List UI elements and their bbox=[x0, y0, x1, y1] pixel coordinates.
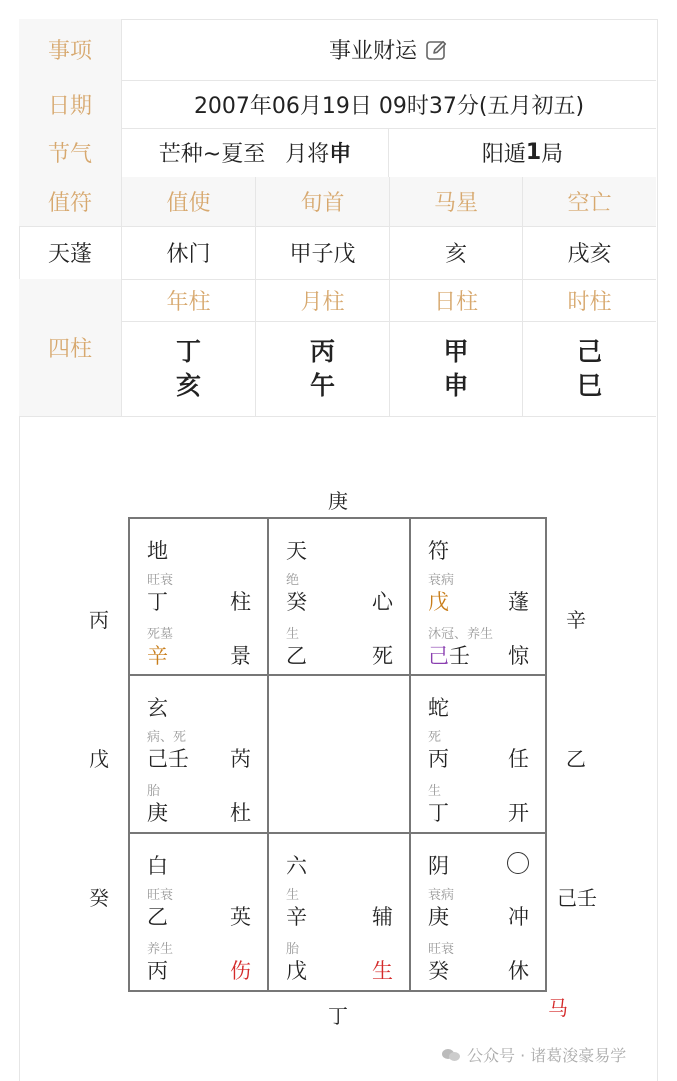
deity: 天 bbox=[286, 539, 307, 563]
sizhu-year-head: 年柱 bbox=[122, 279, 255, 322]
earth-stem: 癸 bbox=[428, 959, 449, 983]
star: 心 bbox=[372, 590, 393, 614]
state-label: 死 bbox=[428, 730, 442, 745]
jieqi-cell bbox=[122, 128, 389, 177]
info-row-riqi bbox=[19, 80, 656, 129]
header-zhishi: 值使 bbox=[122, 177, 256, 226]
heaven-stem: 丁 bbox=[147, 590, 168, 614]
state-label: 死墓 bbox=[147, 627, 174, 642]
outer-top: 庚 bbox=[328, 489, 348, 513]
heaven-stem: 己壬 bbox=[147, 747, 189, 771]
state-label: 生 bbox=[428, 784, 442, 799]
heaven-stem: 丙 bbox=[428, 747, 449, 771]
palace-bottom-right[interactable] bbox=[411, 834, 545, 990]
state-label: 衰病 bbox=[428, 573, 455, 588]
value-maxing: 亥 bbox=[390, 226, 523, 279]
sizhu-month bbox=[256, 279, 390, 416]
palace-top-right[interactable] bbox=[411, 519, 545, 674]
earth-stem: 乙 bbox=[286, 644, 307, 668]
outer-right-mid: 乙 bbox=[566, 747, 586, 771]
heaven-stem: 癸 bbox=[286, 590, 307, 614]
header-kongwang: 空亡 bbox=[523, 177, 656, 226]
state-label: 绝 bbox=[286, 573, 300, 588]
ju-suffix: 局 bbox=[541, 142, 564, 167]
deity: 白 bbox=[147, 854, 168, 878]
label-shixiang: 事项 bbox=[19, 19, 122, 80]
heaven-stem: 戊 bbox=[428, 590, 449, 614]
sizhu-hour-zhi: 巳 bbox=[576, 371, 602, 400]
star: 芮 bbox=[230, 747, 251, 771]
jieqi-value: 芒种~夏至 bbox=[158, 142, 266, 167]
star: 辅 bbox=[372, 905, 393, 929]
shixiang-value-cell bbox=[122, 19, 656, 80]
yuejiang-value: 申 bbox=[329, 142, 352, 167]
door: 惊 bbox=[508, 644, 529, 668]
door: 景 bbox=[230, 644, 251, 668]
sizhu-hour-gan: 己 bbox=[576, 337, 602, 366]
earth-stem-b: 壬 bbox=[449, 644, 470, 668]
deity: 玄 bbox=[147, 696, 168, 720]
star: 蓬 bbox=[508, 590, 529, 614]
state-label: 胎 bbox=[147, 784, 161, 799]
heaven-stem: 辛 bbox=[286, 905, 307, 929]
outer-left-top: 丙 bbox=[89, 608, 109, 632]
palace-bottom-mid[interactable] bbox=[269, 834, 409, 990]
label-jieqi: 节气 bbox=[19, 128, 122, 177]
deity: 六 bbox=[286, 854, 307, 878]
wechat-icon bbox=[441, 1048, 461, 1062]
palace-mid-right[interactable] bbox=[411, 676, 545, 832]
shixiang-value: 事业财运 bbox=[328, 39, 417, 64]
deity: 地 bbox=[147, 539, 168, 563]
state-label: 旺衰 bbox=[428, 942, 455, 957]
info-row-shixiang bbox=[19, 19, 656, 81]
sizhu-label: 四柱 bbox=[19, 279, 122, 416]
zhifu-value-row bbox=[19, 226, 656, 280]
door: 伤 bbox=[230, 959, 251, 983]
state-label: 病、死 bbox=[147, 730, 187, 745]
ju-number: 1 bbox=[525, 140, 542, 165]
earth-stem: 丙 bbox=[147, 959, 168, 983]
outer-left-bot: 癸 bbox=[89, 886, 109, 910]
palace-bottom-left[interactable] bbox=[130, 834, 267, 990]
heaven-stem: 庚 bbox=[428, 905, 449, 929]
state-label: 衰病 bbox=[428, 888, 455, 903]
ju-cell bbox=[389, 128, 656, 177]
header-xunshou: 旬首 bbox=[256, 177, 390, 226]
earth-stem: 辛 bbox=[147, 644, 168, 668]
state-label: 旺衰 bbox=[147, 573, 174, 588]
door: 死 bbox=[372, 644, 393, 668]
value-zhishi: 休门 bbox=[122, 226, 256, 279]
horse-star: 马 bbox=[548, 996, 568, 1020]
palace-mid-left[interactable] bbox=[130, 676, 267, 832]
palace-top-left[interactable] bbox=[130, 519, 267, 674]
yuejiang-label: 月将 bbox=[285, 142, 330, 167]
state-label: 旺衰 bbox=[147, 888, 174, 903]
outer-bottom: 丁 bbox=[328, 1004, 348, 1028]
earth-stem-a: 己 bbox=[428, 644, 449, 668]
watermark-text: 公众号 · 诸葛浚豪易学 bbox=[467, 1046, 627, 1065]
deity: 符 bbox=[428, 539, 449, 563]
zhifu-header-row bbox=[19, 177, 656, 227]
palace-top-mid[interactable] bbox=[269, 519, 409, 674]
riqi-value: 2007年06月19日 09时37分(五月初五) bbox=[193, 93, 585, 119]
sizhu-month-head: 月柱 bbox=[256, 279, 389, 322]
earth-stem-pair bbox=[428, 640, 470, 670]
sizhu-section bbox=[19, 279, 656, 417]
sizhu-day-zhi: 申 bbox=[443, 371, 469, 400]
outer-left-mid: 戊 bbox=[89, 747, 109, 771]
state-label: 生 bbox=[286, 627, 300, 642]
sizhu-day bbox=[390, 279, 523, 416]
outer-right-bot: 己壬 bbox=[557, 886, 597, 910]
edit-icon[interactable] bbox=[425, 38, 449, 62]
header-zhifu: 值符 bbox=[19, 177, 122, 226]
door: 生 bbox=[372, 959, 393, 983]
sizhu-hour bbox=[523, 279, 656, 416]
deity: 阴 bbox=[428, 854, 449, 878]
sizhu-day-gan: 甲 bbox=[443, 337, 469, 366]
star: 任 bbox=[508, 747, 529, 771]
star: 英 bbox=[230, 905, 251, 929]
sizhu-year-gan: 丁 bbox=[175, 337, 201, 366]
label-riqi: 日期 bbox=[19, 80, 122, 128]
state-label: 生 bbox=[286, 888, 300, 903]
state-label: 沐冠、养生 bbox=[428, 627, 494, 642]
sizhu-hour-head: 时柱 bbox=[523, 279, 656, 322]
ju-prefix: 阳遁 bbox=[481, 142, 526, 167]
sizhu-day-head: 日柱 bbox=[390, 279, 522, 322]
door: 开 bbox=[508, 801, 529, 825]
value-kongwang: 戌亥 bbox=[567, 242, 612, 267]
earth-stem: 戊 bbox=[286, 959, 307, 983]
watermark bbox=[441, 1043, 626, 1066]
door: 杜 bbox=[230, 801, 251, 825]
star: 冲 bbox=[508, 905, 529, 929]
sizhu-year bbox=[122, 279, 256, 416]
outer-right-top: 辛 bbox=[566, 608, 586, 632]
header-maxing: 马星 bbox=[390, 177, 523, 226]
star: 柱 bbox=[230, 590, 251, 614]
sizhu-year-zhi: 亥 bbox=[175, 371, 201, 400]
earth-stem: 庚 bbox=[147, 801, 168, 825]
state-label: 胎 bbox=[286, 942, 300, 957]
heaven-stem: 乙 bbox=[147, 905, 168, 929]
value-xunshou: 甲子戊 bbox=[256, 226, 390, 279]
value-zhifu: 天蓬 bbox=[19, 226, 122, 279]
empty-circle-icon bbox=[507, 852, 529, 874]
qimen-grid bbox=[128, 517, 547, 992]
deity: 蛇 bbox=[428, 696, 449, 720]
earth-stem: 丁 bbox=[428, 801, 449, 825]
sizhu-month-gan: 丙 bbox=[309, 337, 335, 366]
state-label: 养生 bbox=[147, 942, 174, 957]
sizhu-month-zhi: 午 bbox=[309, 371, 335, 400]
info-row-jieqi bbox=[19, 128, 656, 178]
door: 休 bbox=[508, 959, 529, 983]
